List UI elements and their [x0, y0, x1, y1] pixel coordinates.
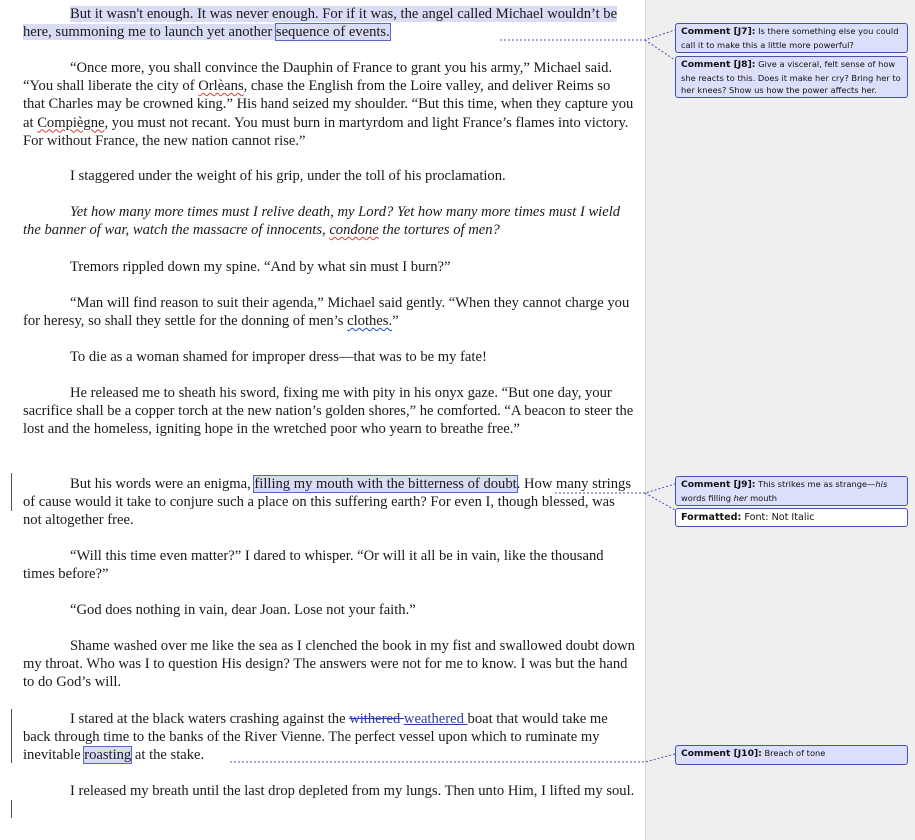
change-bar [11, 473, 12, 511]
comment-anchor-j7[interactable]: But it wasn't enough. It was never enough. For if it was, the angel called Michael wouldn’t be here, summoning me to launch yet another sequence of events. [23, 6, 618, 41]
paragraph-4[interactable]: Yet how many more times must I relive death, my Lord? Yet how many more times must I wield the banner of war, watch the massacre of innocents, condone the tortures of men? [23, 204, 621, 239]
markup-balloon-pane [645, 0, 915, 840]
paragraph-5[interactable]: Tremors rippled down my spine. “And by what sin must I burn?” [70, 259, 451, 275]
paragraph-2[interactable]: “Once more, you shall convince the Dauphin of France to grant you his army,” Michael said. “You shall liberate the city of Orlèans, chase the English from the Loire valley, and deliver Reims so that Charles may be crowned king.” His hand seized my shoulder. “But this time, when they capture you at Compiègne, you must not recant. You must burn in martyrdom and light France’s flames into victory. For without France, the new nation cannot rise.” [23, 60, 634, 149]
comment-anchor-j9[interactable]: filling my mouth with the bitterness of doubt [254, 476, 517, 492]
tracked-deletion[interactable]: withered [349, 711, 404, 727]
spelling-flag-orleans[interactable]: Orlèans [198, 78, 244, 95]
paragraph-3[interactable]: I staggered under the weight of his grip, under the toll of his proclamation. [70, 168, 506, 184]
comment-balloon-j8[interactable]: Comment [J8]: Give a visceral, felt sense of how she reacts to this. Does it make her cry? Bring her to her knees? Show us how the power affects her. [675, 56, 908, 98]
paragraph-6[interactable]: “Man will find reason to suit their agenda,” Michael said gently. “When they cannot charge you for heresy, so shall they settle for the donning of men’s clothes.” [23, 295, 630, 330]
text-cursor [390, 23, 391, 38]
comment-balloon-j7[interactable]: Comment [J7]: Is there something else you could call it to make this a little more powerful? [675, 23, 908, 53]
comment-balloon-j10[interactable]: Comment [J10]: Breach of tone [675, 745, 908, 765]
paragraph-10[interactable]: “Will this time even matter?” I dared to whisper. “Or will it all be in vain, like the thousand times before?” [23, 548, 604, 583]
paragraph-1[interactable] [23, 5, 635, 41]
paragraph-8[interactable]: He released me to sheath his sword, fixing me with pity in his onyx gaze. “But one day, your sacrifice shall be a copper torch at the new nation’s golden shores,” he comforted. “A beacon to steer the lost and the homeless, igniting hope in the wretched poor who yearn to breathe free.” [23, 385, 634, 438]
comment-balloon-j9[interactable]: Comment [J9]: This strikes me as strange—his words filling her mouth [675, 476, 908, 506]
tracked-insertion[interactable]: weathered [403, 711, 468, 727]
paragraph-7[interactable]: To die as a woman shamed for improper dress—that was to be my fate! [70, 349, 487, 365]
grammar-flag-condone[interactable]: condone [329, 222, 379, 239]
formatting-balloon[interactable]: Formatted: Font: Not Italic [675, 508, 908, 527]
comment-anchor-j10[interactable]: roasting [84, 747, 132, 764]
paragraph-9[interactable]: But his words were an enigma, filling my mouth with the bitterness of doubt. How many strings of cause would it take to conjure such a place on this suffering earth? For even I, though blessed, was not altogether free. [23, 476, 632, 529]
paragraph-12[interactable]: Shame washed over me like the sea as I clenched the book in my fist and swallowed doubt down my throat. Who was I to question His design? The answers were not for me to know. I was but the hand to do God’s will. [23, 638, 635, 691]
paragraph-14[interactable]: I released my breath until the last drop depleted from my lungs. Then unto Him, I lifted my soul. [70, 783, 635, 799]
spelling-flag-compiegne[interactable]: Compiègne [37, 114, 105, 131]
change-bar [11, 800, 12, 818]
paragraph-11[interactable]: “God does nothing in vain, dear Joan. Lose not your faith.” [70, 602, 416, 618]
paragraph-13[interactable]: I stared at the black waters crashing against the withered weathered boat that would take me back through time to the banks of the River Vienne. The perfect vessel upon which to ruminate my inevitable roasting at the stake. [23, 711, 608, 764]
change-bar [11, 709, 12, 763]
grammar-flag-clothes[interactable]: clothes. [347, 313, 393, 330]
